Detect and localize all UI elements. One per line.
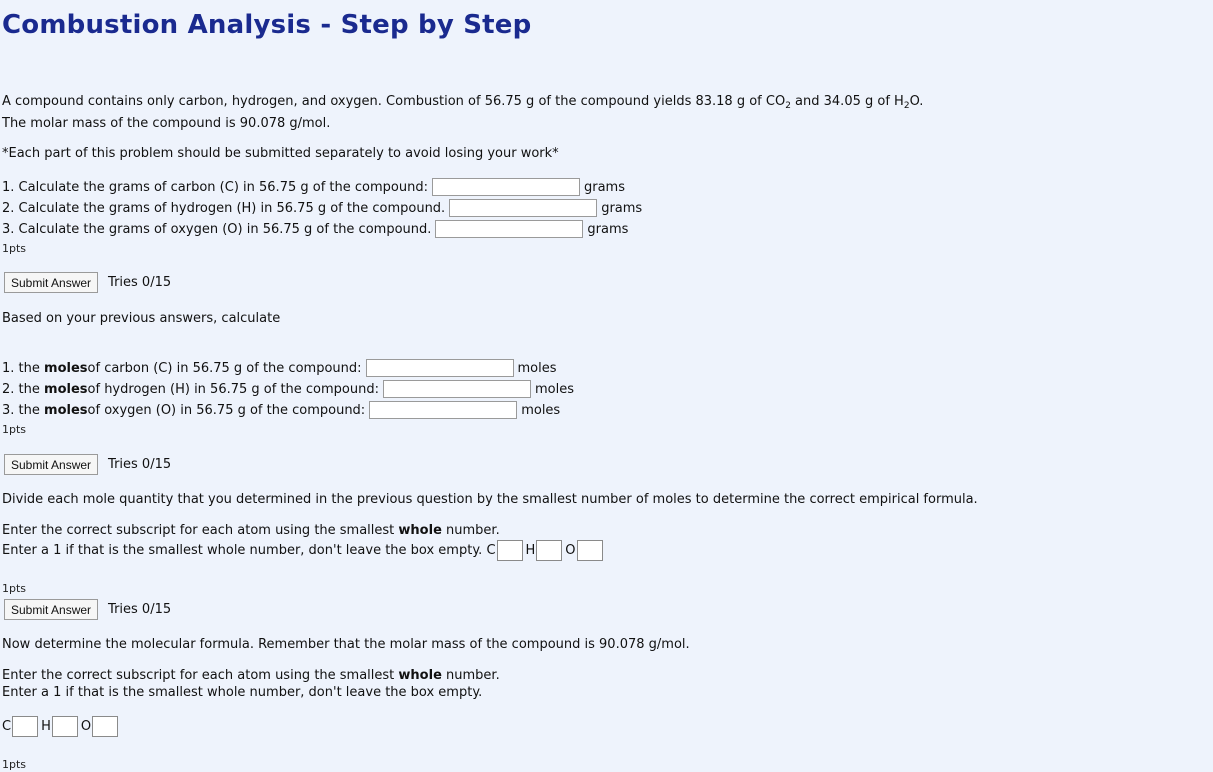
- moles-hydrogen-question: [2, 380, 574, 398]
- moles-hydrogen-num: 2.: [2, 381, 15, 397]
- moles-hydrogen-label: of hydrogen (H) in 56.75 g of the compound:: [87, 381, 379, 397]
- moles-carbon-bold: moles: [44, 360, 88, 376]
- h2o-subscript: 2: [903, 101, 910, 111]
- submit-answer-button[interactable]: Submit Answer: [4, 272, 98, 293]
- molecular-o-input[interactable]: [92, 716, 118, 737]
- moles-oxygen-question: [2, 401, 560, 419]
- points-label: 1pts: [2, 582, 27, 595]
- moles-oxygen-prefix: the: [18, 402, 40, 418]
- moles-carbon-prefix: the: [18, 360, 40, 376]
- problem-text-b: and 34.05 g of H: [790, 94, 904, 109]
- moles-unit: moles: [521, 402, 561, 418]
- moles-carbon-question: [2, 359, 557, 377]
- points-label: 1pts: [2, 758, 27, 771]
- molecular-intro: Now determine the molecular formula. Remember that the molar mass of the compound is 90.078 g/mol.: [2, 637, 690, 652]
- instruction-text-a: Enter the correct subscript for each atom using the smallest: [2, 668, 399, 683]
- moles-oxygen-bold: moles: [44, 402, 88, 418]
- grams-carbon-input[interactable]: [432, 178, 580, 196]
- moles-hydrogen-prefix: the: [18, 381, 40, 397]
- grams-oxygen-label: 3. Calculate the grams of oxygen (O) in 56.75 g of the compound.: [2, 221, 432, 237]
- empirical-instruction-2: Enter a 1 if that is the smallest whole number, don't leave the box empty.: [2, 543, 483, 558]
- molecular-instruction-1: [2, 668, 500, 683]
- grams-carbon-question: [2, 178, 625, 196]
- empirical-h-input[interactable]: [536, 540, 562, 561]
- moles-hydrogen-input[interactable]: [383, 380, 531, 398]
- page-title: Combustion Analysis - Step by Step: [2, 10, 532, 40]
- grams-hydrogen-question: [2, 199, 642, 217]
- moles-hydrogen-bold: moles: [44, 381, 88, 397]
- moles-carbon-input[interactable]: [366, 359, 514, 377]
- molecular-c-input[interactable]: [12, 716, 38, 737]
- moles-carbon-label: of carbon (C) in 56.75 g of the compound:: [87, 360, 362, 376]
- grams-hydrogen-input[interactable]: [449, 199, 597, 217]
- submit-answer-button[interactable]: Submit Answer: [4, 599, 98, 620]
- moles-unit: moles: [517, 360, 557, 376]
- empirical-c-label: C: [486, 543, 496, 558]
- empirical-formula-row: [2, 540, 606, 561]
- molecular-o-label: O: [80, 719, 92, 734]
- problem-text-c: O.: [909, 94, 924, 109]
- instruction-text-b: number.: [441, 523, 500, 538]
- grams-oxygen-input[interactable]: [435, 220, 583, 238]
- molecular-formula-row: [2, 716, 121, 737]
- tries-counter: Tries 0/15: [108, 457, 172, 472]
- submit-answer-button[interactable]: Submit Answer: [4, 454, 98, 475]
- co2-subscript: 2: [785, 101, 791, 111]
- instruction-text-b: number.: [441, 668, 500, 683]
- moles-oxygen-num: 3.: [2, 402, 15, 418]
- moles-carbon-num: 1.: [2, 360, 15, 376]
- part2-submit-row: [4, 454, 171, 475]
- grams-oxygen-question: [2, 220, 628, 238]
- grams-unit: grams: [587, 221, 629, 237]
- tries-counter: Tries 0/15: [108, 602, 172, 617]
- instruction-bold: whole: [398, 668, 442, 683]
- molecular-h-label: H: [41, 719, 51, 734]
- molar-mass-text: The molar mass of the compound is 90.078 g/mol.: [2, 116, 331, 131]
- grams-carbon-label: 1. Calculate the grams of carbon (C) in 56.75 g of the compound:: [2, 179, 428, 195]
- empirical-c-input[interactable]: [497, 540, 523, 561]
- grams-unit: grams: [601, 200, 643, 216]
- instruction-text-a: Enter the correct subscript for each atom using the smallest: [2, 523, 399, 538]
- submission-note: *Each part of this problem should be submitted separately to avoid losing your work*: [2, 146, 559, 161]
- empirical-h-label: H: [525, 543, 536, 558]
- grams-unit: grams: [583, 179, 625, 195]
- moles-oxygen-input[interactable]: [369, 401, 517, 419]
- moles-oxygen-label: of oxygen (O) in 56.75 g of the compound:: [87, 402, 366, 418]
- tries-counter: Tries 0/15: [108, 275, 172, 290]
- empirical-intro: Divide each mole quantity that you determined in the previous question by the smallest number of moles to determine the correct empirical formula.: [2, 492, 978, 507]
- part2-intro: Based on your previous answers, calculate: [2, 311, 281, 326]
- problem-statement: [2, 94, 923, 111]
- grams-hydrogen-label: 2. Calculate the grams of hydrogen (H) in 56.75 g of the compound.: [2, 200, 446, 216]
- molecular-h-input[interactable]: [52, 716, 78, 737]
- empirical-o-input[interactable]: [577, 540, 603, 561]
- part3-submit-row: [4, 599, 171, 620]
- empirical-instruction-1: [2, 523, 500, 538]
- points-label: 1pts: [2, 242, 27, 255]
- molecular-c-label: C: [2, 719, 12, 734]
- empirical-o-label: O: [565, 543, 576, 558]
- points-label: 1pts: [2, 423, 27, 436]
- problem-text-a: A compound contains only carbon, hydrogen, and oxygen. Combustion of 56.75 g of the compound yields 83.18 g of CO: [2, 94, 786, 109]
- instruction-bold: whole: [398, 523, 442, 538]
- moles-unit: moles: [535, 381, 574, 397]
- molecular-instruction-2: Enter a 1 if that is the smallest whole number, don't leave the box empty.: [2, 685, 483, 700]
- part1-submit-row: [4, 272, 171, 293]
